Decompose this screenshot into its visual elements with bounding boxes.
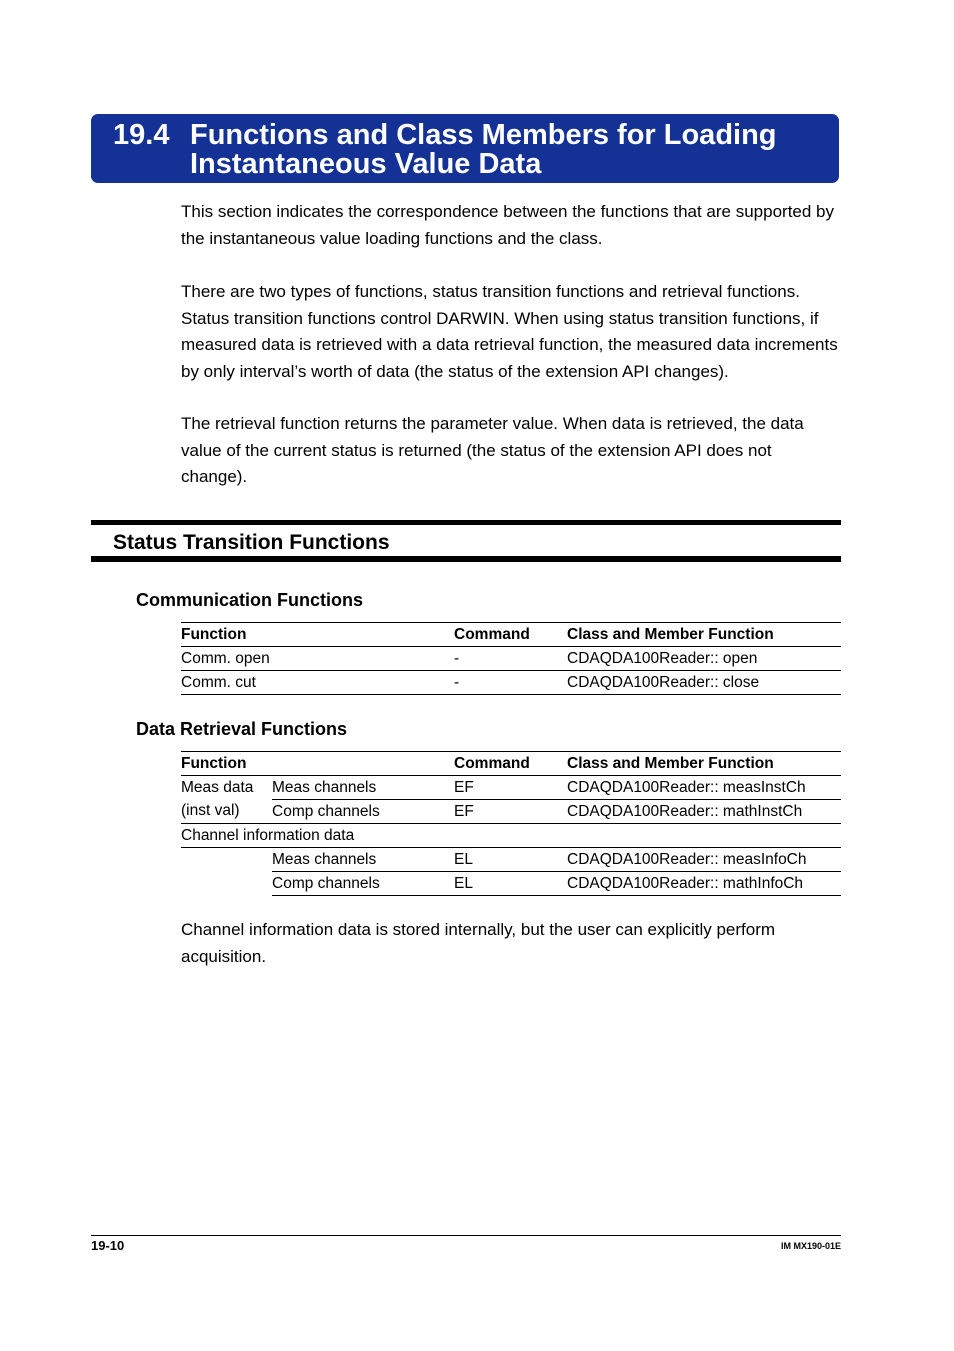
cell-sub: Meas channels [272, 776, 454, 800]
section-title [190, 121, 830, 179]
cell-group: Meas data [181, 778, 254, 796]
data-retrieval-functions-table [181, 751, 841, 896]
page-number: 19-10 [91, 1238, 125, 1253]
heading-rule-top [91, 520, 841, 525]
table-row [181, 824, 841, 848]
channel-info-note: Channel information data is stored internally, but the user can explicitly perform acquisition. [181, 920, 776, 966]
heading-rule-bottom [91, 556, 841, 562]
cell-member: CDAQDA100Reader:: open [567, 647, 841, 671]
cell-command: EF [454, 800, 567, 824]
header-member: Class and Member Function [567, 623, 841, 647]
cell-member: CDAQDA100Reader:: mathInstCh [567, 800, 841, 824]
document-id: IM MX190-01E [780, 1241, 841, 1251]
footer-rule [91, 1235, 841, 1236]
section-title-banner [91, 114, 839, 183]
cell-command: EL [454, 872, 567, 896]
section-title-line1: Functions and Class Members for Loading [190, 119, 777, 151]
cell-member: CDAQDA100Reader:: measInstCh [567, 776, 841, 800]
cell-group: Channel information data [181, 824, 454, 848]
table-row [181, 647, 841, 671]
table-row [181, 776, 841, 800]
intro-paragraph-1: This section indicates the correspondence between the functions that are supported by the instantaneous value loading functions and the class. [181, 202, 835, 248]
header-member: Class and Member Function [567, 752, 841, 776]
cell-command: EF [454, 776, 567, 800]
cell-group: (inst val) [181, 800, 272, 824]
table-row [181, 800, 841, 824]
table-row [181, 671, 841, 695]
cell-empty [454, 824, 567, 848]
cell-command: - [454, 647, 567, 671]
table-row [181, 848, 841, 872]
data-retrieval-functions-heading: Data Retrieval Functions [136, 719, 348, 739]
cell-member: CDAQDA100Reader:: close [567, 671, 841, 695]
status-transition-heading: Status Transition Functions [113, 531, 390, 554]
intro-paragraph-2: There are two types of functions, status transition functions and retrieval functions. Status transition functions control DARWIN. When using status transition functions, if measured data is retrieved with a data retrieval function, the measured data increments by only interval’s worth of data (the status of the extension API changes). [181, 282, 838, 381]
cell-empty [567, 824, 841, 848]
cell-empty [181, 872, 272, 896]
section-number: 19.4 [113, 119, 170, 151]
cell-sub: Meas channels [272, 848, 454, 872]
cell-member: CDAQDA100Reader:: measInfoCh [567, 848, 841, 872]
table-header-row [181, 752, 841, 776]
cell-command: - [454, 671, 567, 695]
section-title-line2: Instantaneous Value Data [190, 148, 542, 180]
cell-sub: Comp channels [272, 872, 454, 896]
table-header-row [181, 623, 841, 647]
table-row [181, 872, 841, 896]
cell-function: Comm. cut [181, 671, 454, 695]
header-command: Command [454, 623, 567, 647]
header-function: Function [181, 752, 454, 776]
intro-paragraph-3: The retrieval function returns the parameter value. When data is retrieved, the data value of the current status is returned (the status of the extension API does not change). [181, 414, 804, 486]
cell-empty [181, 848, 272, 872]
cell-member: CDAQDA100Reader:: mathInfoCh [567, 872, 841, 896]
cell-sub: Comp channels [272, 800, 454, 824]
communication-functions-heading: Communication Functions [136, 590, 363, 610]
header-function: Function [181, 623, 454, 647]
header-command: Command [454, 752, 567, 776]
communication-functions-table [181, 622, 841, 695]
cell-function: Comm. open [181, 647, 454, 671]
cell-command: EL [454, 848, 567, 872]
